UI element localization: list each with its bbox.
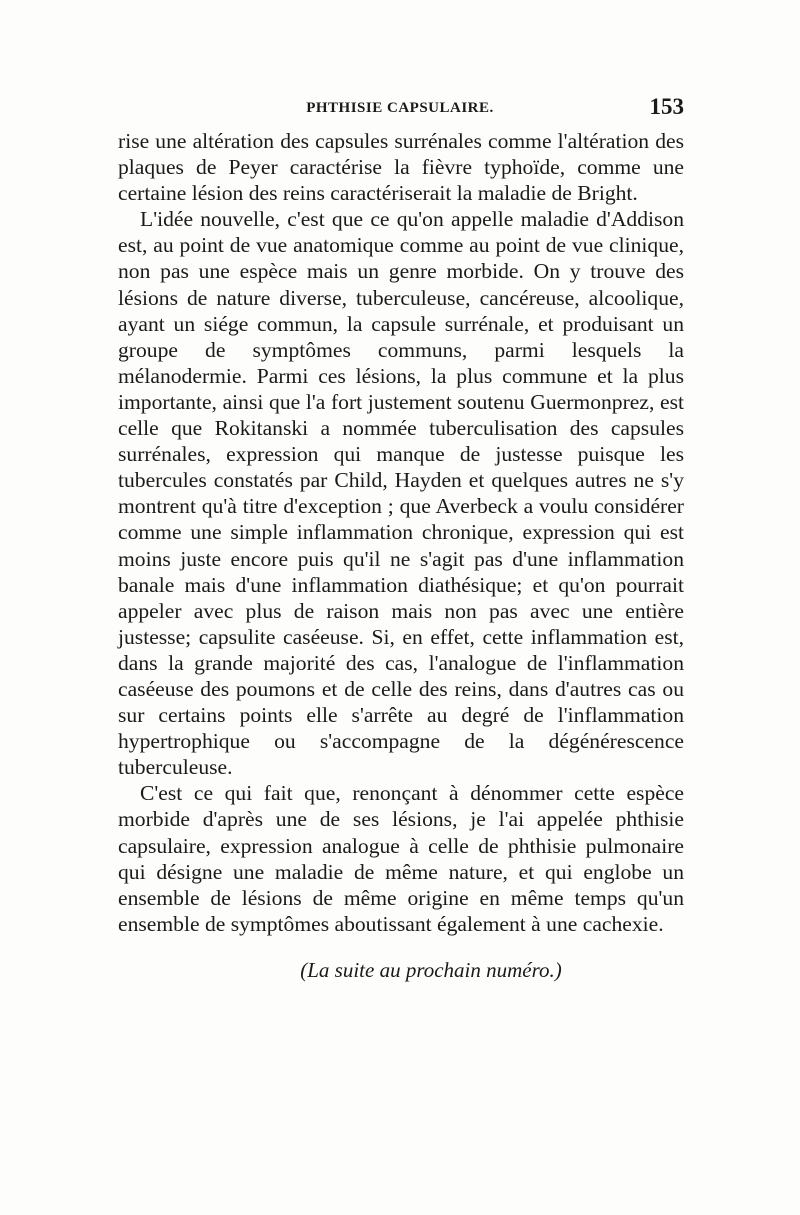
paragraph-continued: rise une altération des capsules surrénales comme l'altération des plaques de Peyer caractérise la fièvre typhoïde, comme une certaine lésion des reins caractériserait la maladie de Bright. [118, 129, 684, 206]
running-head [116, 94, 684, 124]
continuation-note: (La suite au prochain numéro.) [300, 958, 562, 982]
page-number: 153 [649, 94, 684, 119]
body-text [118, 128, 684, 937]
paragraph-phthisie: C'est ce qui fait que, renonçant à dénommer cette espèce morbide d'après une de ses lésions, je l'ai appelée phthisie capsulaire, expression analogue à celle de phthisie pulmonaire qui désigne une maladie de même nature, et qui englobe un ensemble de lésions de même origine en même temps qu'un ensemble de symptômes aboutissant également à une cachexie. [118, 781, 684, 936]
running-title: PHTHISIE CAPSULAIRE. [306, 100, 494, 116]
paragraph-addison: L'idée nouvelle, c'est que ce qu'on appelle maladie d'Addison est, au point de vue anatomique comme au point de vue clinique, non pas une espèce mais un genre morbide. On y trouve des lésions de nature diverse, tuberculeuse, cancéreuse, alcoolique, ayant un siége commun, la capsule surrénale, et produisant un groupe de symptômes communs, parmi lesquels la mélanodermie. Parmi ces lésions, la plus commune et la plus importante, ainsi que l'a fort justement soutenu Guermonprez, est celle que Rokitanski a nommée tuberculisation des capsules surrénales, expression qui manque de justesse puisque les tubercules constatés par Child, Hayden et quelques autres ne s'y montrent qu'à titre d'exception ; que Averbeck a voulu considérer comme une simple inflammation chronique, expression qui est moins juste encore puis qu'il ne s'agit pas d'une inflammation banale mais d'une inflammation diathésique; et qu'on pourrait appeler avec plus de raison mais non pas avec une entière justesse; capsulite caséeuse. Si, en effet, cette inflammation est, dans la grande majorité des cas, l'analogue de l'inflammation caséeuse des poumons et de celle des reins, dans d'autres cas ou sur certains points elle s'arrête au degré de l'inflammation hypertrophique ou s'accompagne de la dégénérescence tuberculeuse. [118, 207, 684, 780]
